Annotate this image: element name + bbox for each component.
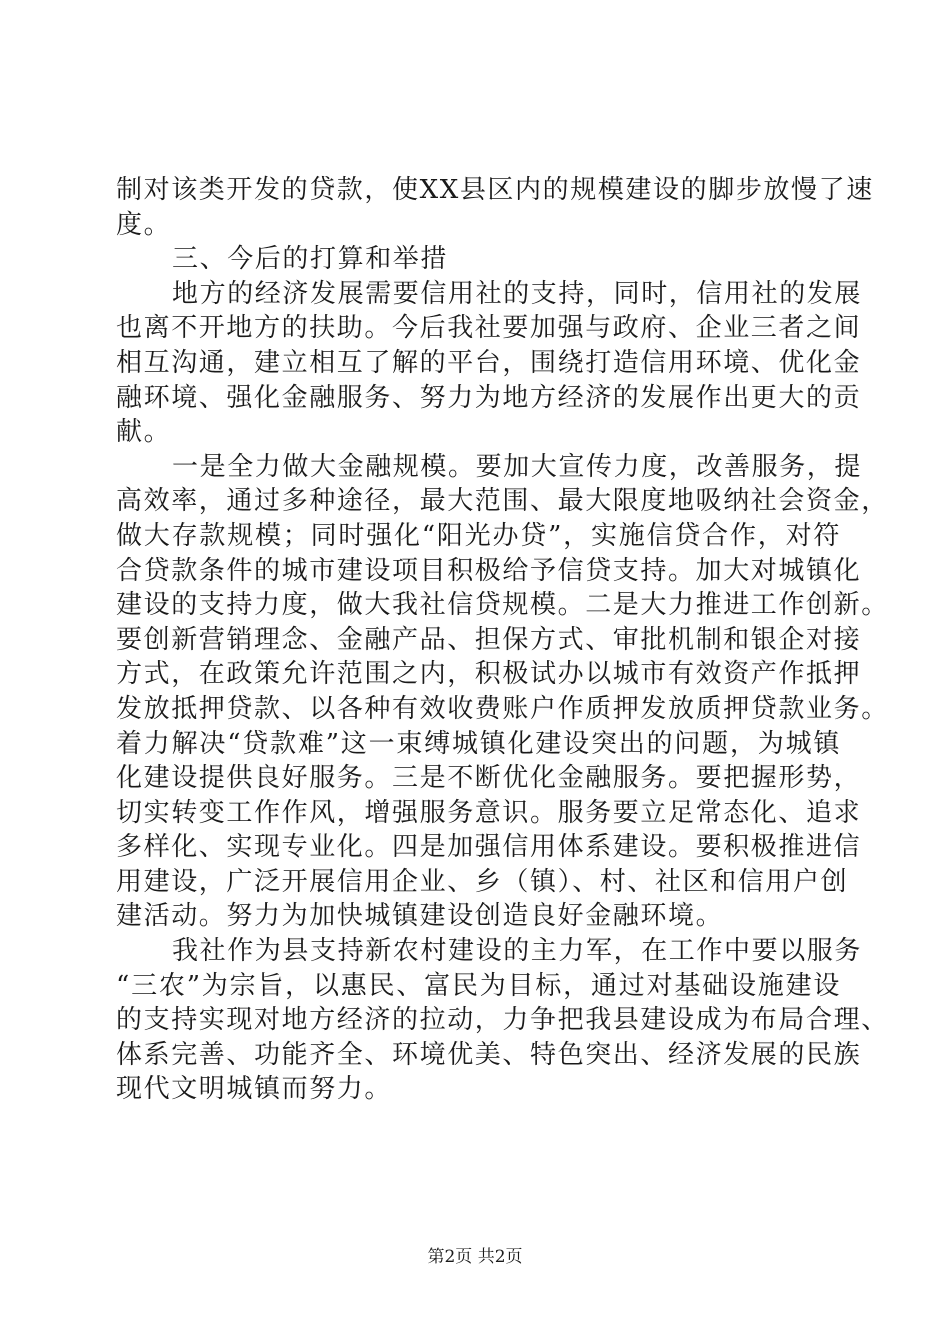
text-line: 现代文明城镇而努力。 [116, 1074, 393, 1105]
text-line: 发放抵押贷款、以各种有效收费账户作质押发放质押贷款业务。 [116, 693, 889, 724]
text-line: 高效率，通过多种途径，最大范围、最大限度地吸纳社会资金， [116, 486, 889, 517]
text-line: 献。 [116, 417, 172, 448]
text-line: 切实转变工作作风，增强服务意识。服务要立足常态化、追求 [116, 797, 862, 828]
section-heading: 三、今后的打算和举措 [172, 244, 449, 275]
text-line: 也离不开地方的扶助。今后我社要加强与政府、企业三者之间 [116, 313, 862, 344]
text-line: 相互沟通，建立相互了解的平台，围绕打造信用环境、优化金 [116, 347, 862, 378]
text-line: 制对该类开发的贷款，使XX县区内的规模建设的脚步放慢了速 [116, 175, 874, 205]
text-line: 多样化、实现专业化。四是加强信用体系建设。要积极推进信 [116, 832, 862, 863]
text-line: 体系完善、功能齐全、环境优美、特色突出、经济发展的民族 [116, 1039, 862, 1070]
text-line: 合贷款条件的城市建设项目积极给予信贷支持。加大对城镇化 [116, 555, 862, 586]
text-line: 度。 [116, 209, 172, 240]
text-line: 融环境、强化金融服务、努力为地方经济的发展作出更大的贡 [116, 382, 862, 413]
text-line: “三农”为宗旨，以惠民、富民为目标，通过对基础设施建设 [116, 970, 841, 1001]
text-line: 化建设提供良好服务。三是不断优化金融服务。要把握形势， [116, 763, 862, 794]
text-line: 我社作为县支持新农村建设的主力军，在工作中要以服务 [172, 936, 863, 967]
text-line: 要创新营销理念、金融产品、担保方式、审批机制和银企对接 [116, 624, 862, 655]
text-line: 做大存款规模；同时强化“阳光办贷”，实施信贷合作，对符 [116, 520, 841, 551]
text-line: 地方的经济发展需要信用社的支持，同时，信用社的发展 [172, 278, 863, 309]
text-line: 建设的支持力度，做大我社信贷规模。二是大力推进工作创新。 [116, 590, 889, 621]
text-line: 着力解决“贷款难”这一束缚城镇化建设突出的问题，为城镇 [116, 728, 841, 759]
text-line: 建活动。努力为加快城镇建设创造良好金融环境。 [116, 901, 724, 932]
text-line: 的支持实现对地方经济的拉动，力争把我县建设成为布局合理、 [116, 1005, 889, 1036]
page-footer: 第2页 共2页 [427, 1247, 523, 1267]
text-line: 一是全力做大金融规模。要加大宣传力度，改善服务，提 [172, 451, 863, 482]
text-line: 用建设，广泛开展信用企业、乡（镇）、村、社区和信用户创 [116, 866, 849, 897]
text-line: 方式，在政策允许范围之内，积极试办以城市有效资产作抵押 [116, 659, 862, 690]
document-body [116, 173, 889, 1107]
